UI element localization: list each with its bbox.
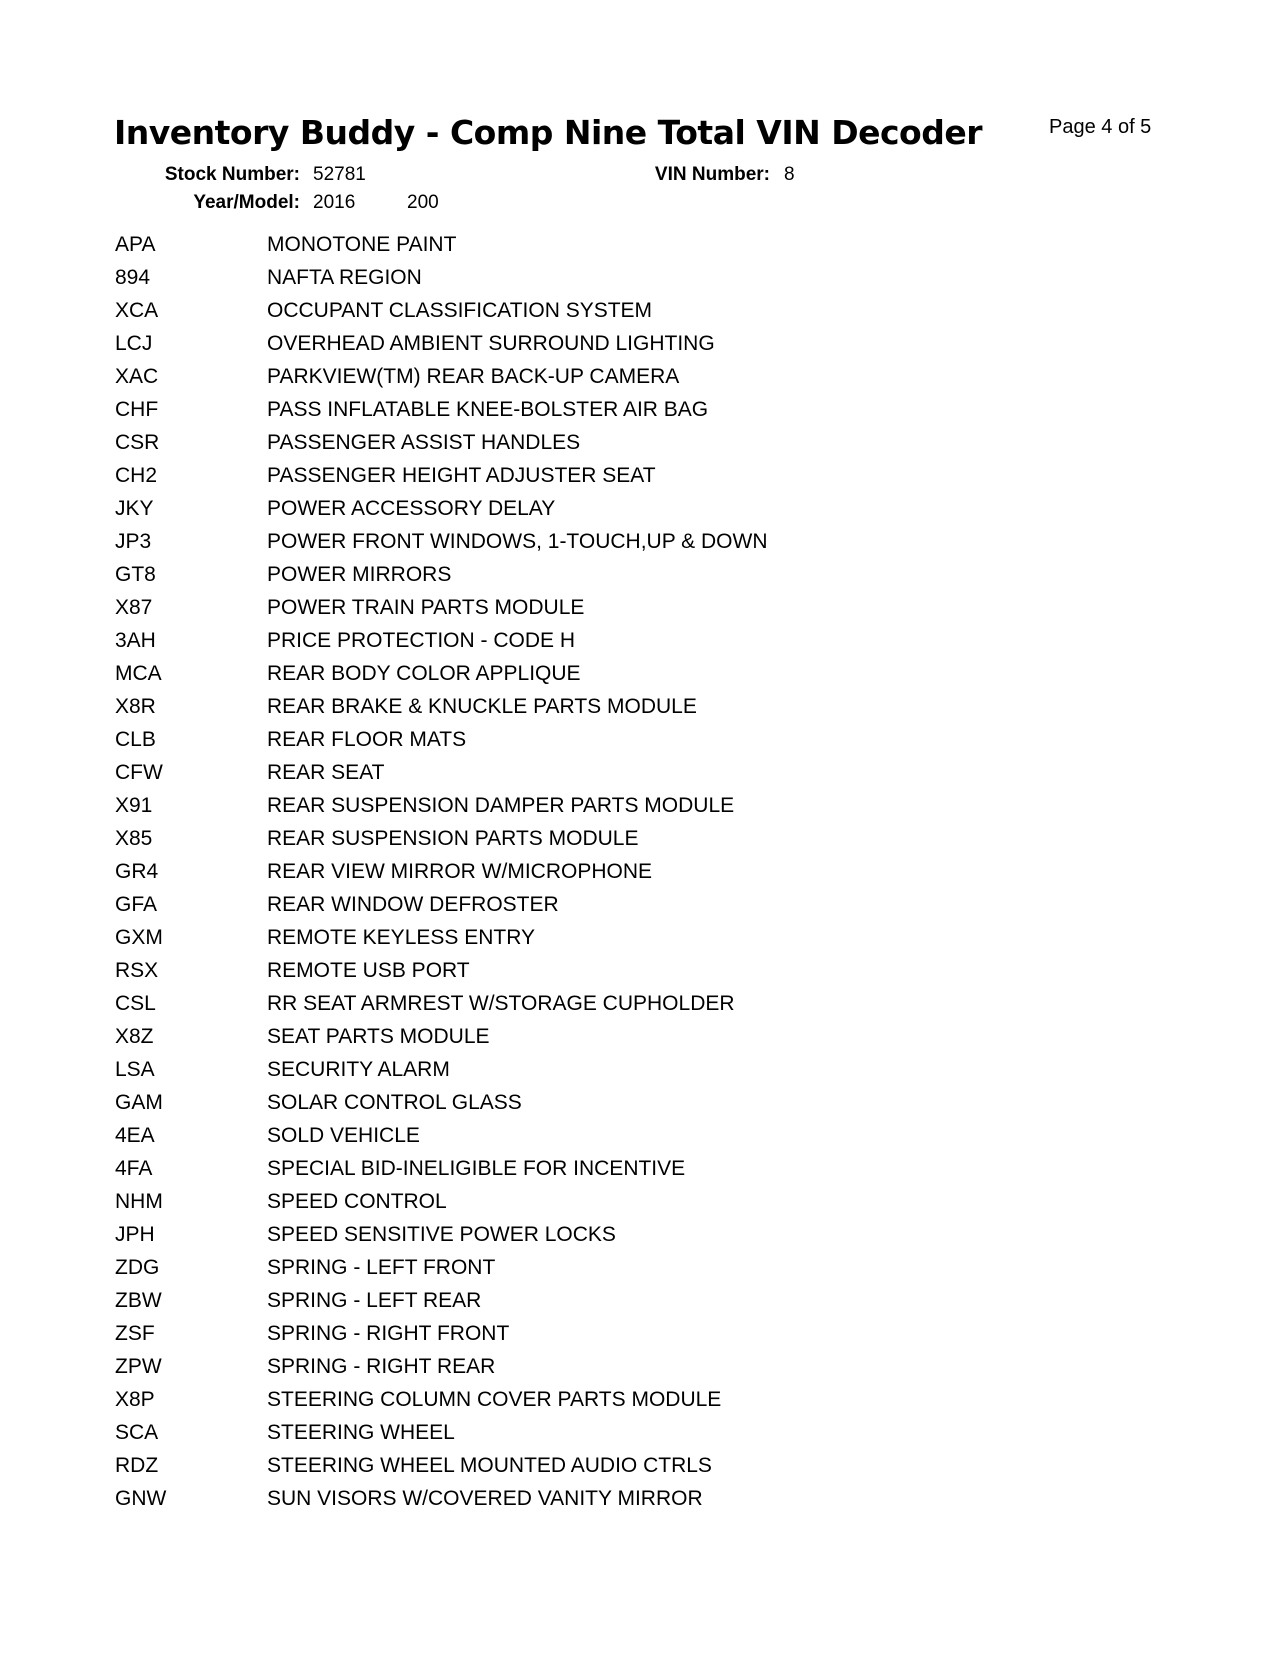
option-row bbox=[115, 294, 1015, 327]
option-code: XAC bbox=[115, 365, 159, 388]
option-code: SCA bbox=[115, 1421, 159, 1444]
option-row bbox=[115, 1317, 1015, 1350]
option-code: CLB bbox=[115, 728, 156, 751]
option-code: LCJ bbox=[115, 332, 153, 355]
option-code: ZBW bbox=[115, 1289, 162, 1312]
option-code: JPH bbox=[115, 1223, 155, 1246]
option-code: CSR bbox=[115, 431, 160, 454]
option-row bbox=[115, 954, 1015, 987]
option-row bbox=[115, 459, 1015, 492]
option-code: 4EA bbox=[115, 1124, 155, 1147]
option-description: SPRING - LEFT FRONT bbox=[267, 1256, 496, 1279]
option-row bbox=[115, 1482, 1015, 1515]
option-description: REAR BRAKE & KNUCKLE PARTS MODULE bbox=[267, 695, 697, 718]
page-indicator: Page 4 of 5 bbox=[1049, 116, 1152, 138]
option-row bbox=[115, 1086, 1015, 1119]
option-description: SOLAR CONTROL GLASS bbox=[267, 1091, 522, 1114]
option-code-list bbox=[115, 228, 1015, 1515]
option-description: STEERING COLUMN COVER PARTS MODULE bbox=[267, 1388, 722, 1411]
option-row bbox=[115, 1119, 1015, 1152]
option-code: CSL bbox=[115, 992, 156, 1015]
option-description: SPRING - LEFT REAR bbox=[267, 1289, 482, 1312]
option-description: SEAT PARTS MODULE bbox=[267, 1025, 490, 1048]
option-row bbox=[115, 1350, 1015, 1383]
option-description: OCCUPANT CLASSIFICATION SYSTEM bbox=[267, 299, 653, 322]
option-row bbox=[115, 525, 1015, 558]
model-value: 200 bbox=[407, 192, 439, 213]
option-row bbox=[115, 756, 1015, 789]
option-description: POWER ACCESSORY DELAY bbox=[267, 497, 556, 520]
option-description: SOLD VEHICLE bbox=[267, 1124, 420, 1147]
option-row bbox=[115, 1053, 1015, 1086]
option-code: CHF bbox=[115, 398, 159, 421]
option-code: ZPW bbox=[115, 1355, 162, 1378]
option-description: STEERING WHEEL MOUNTED AUDIO CTRLS bbox=[267, 1454, 712, 1477]
option-row bbox=[115, 426, 1015, 459]
option-row bbox=[115, 1284, 1015, 1317]
option-description: PASS INFLATABLE KNEE-BOLSTER AIR BAG bbox=[267, 398, 709, 421]
option-description: SPEED SENSITIVE POWER LOCKS bbox=[267, 1223, 616, 1246]
option-code: GXM bbox=[115, 926, 163, 949]
option-description: RR SEAT ARMREST W/STORAGE CUPHOLDER bbox=[267, 992, 735, 1015]
option-description: PARKVIEW(TM) REAR BACK-UP CAMERA bbox=[267, 365, 680, 388]
option-code: X8R bbox=[115, 695, 156, 718]
option-description: REAR VIEW MIRROR W/MICROPHONE bbox=[267, 860, 653, 883]
option-description: OVERHEAD AMBIENT SURROUND LIGHTING bbox=[267, 332, 715, 355]
option-description: REAR SUSPENSION DAMPER PARTS MODULE bbox=[267, 794, 735, 817]
option-row bbox=[115, 624, 1015, 657]
option-description: REMOTE USB PORT bbox=[267, 959, 470, 982]
option-description: POWER FRONT WINDOWS, 1-TOUCH,UP & DOWN bbox=[267, 530, 768, 553]
option-row bbox=[115, 327, 1015, 360]
option-row bbox=[115, 261, 1015, 294]
option-row bbox=[115, 657, 1015, 690]
option-row bbox=[115, 492, 1015, 525]
option-code: GR4 bbox=[115, 860, 159, 883]
option-code: RSX bbox=[115, 959, 159, 982]
option-row bbox=[115, 855, 1015, 888]
option-code: 3AH bbox=[115, 629, 156, 652]
option-description: SPEED CONTROL bbox=[267, 1190, 447, 1213]
option-code: CFW bbox=[115, 761, 163, 784]
option-row bbox=[115, 1218, 1015, 1251]
option-description: POWER MIRRORS bbox=[267, 563, 452, 586]
vin-number-value: 8 bbox=[784, 164, 795, 185]
option-code: XCA bbox=[115, 299, 159, 322]
option-row bbox=[115, 987, 1015, 1020]
option-code: 894 bbox=[115, 266, 151, 289]
year-value: 2016 bbox=[313, 192, 356, 213]
option-code: ZDG bbox=[115, 1256, 160, 1279]
option-description: REAR SEAT bbox=[267, 761, 385, 784]
option-description: SPRING - RIGHT REAR bbox=[267, 1355, 496, 1378]
page-title: Inventory Buddy - Comp Nine Total VIN Decoder bbox=[114, 113, 982, 152]
option-code: JP3 bbox=[115, 530, 152, 553]
option-row bbox=[115, 1383, 1015, 1416]
option-description: STEERING WHEEL bbox=[267, 1421, 455, 1444]
option-row bbox=[115, 1020, 1015, 1053]
option-code: 4FA bbox=[115, 1157, 153, 1180]
option-row bbox=[115, 1416, 1015, 1449]
option-code: MCA bbox=[115, 662, 162, 685]
option-row bbox=[115, 393, 1015, 426]
option-description: REAR FLOOR MATS bbox=[267, 728, 467, 751]
year-model-label: Year/Model: bbox=[193, 192, 300, 213]
option-row bbox=[115, 921, 1015, 954]
option-description: POWER TRAIN PARTS MODULE bbox=[267, 596, 585, 619]
option-code: GFA bbox=[115, 893, 158, 916]
option-description: NAFTA REGION bbox=[267, 266, 422, 289]
option-description: REAR SUSPENSION PARTS MODULE bbox=[267, 827, 639, 850]
option-row bbox=[115, 1251, 1015, 1284]
stock-number-label: Stock Number: bbox=[164, 164, 300, 185]
option-code: X91 bbox=[115, 794, 153, 817]
option-code: GAM bbox=[115, 1091, 163, 1114]
option-code: APA bbox=[115, 233, 156, 256]
option-description: REAR BODY COLOR APPLIQUE bbox=[267, 662, 581, 685]
option-code: X87 bbox=[115, 596, 153, 619]
option-code: RDZ bbox=[115, 1454, 159, 1477]
option-row bbox=[115, 1185, 1015, 1218]
option-row bbox=[115, 822, 1015, 855]
option-row bbox=[115, 558, 1015, 591]
option-code: X85 bbox=[115, 827, 153, 850]
option-code: X8Z bbox=[115, 1025, 154, 1048]
option-row bbox=[115, 228, 1015, 261]
stock-number-value: 52781 bbox=[313, 164, 366, 185]
option-description: PASSENGER HEIGHT ADJUSTER SEAT bbox=[267, 464, 656, 487]
option-row bbox=[115, 1449, 1015, 1482]
option-description: SPECIAL BID-INELIGIBLE FOR INCENTIVE bbox=[267, 1157, 686, 1180]
option-row bbox=[115, 690, 1015, 723]
option-code: NHM bbox=[115, 1190, 163, 1213]
option-code: ZSF bbox=[115, 1322, 155, 1345]
option-description: REAR WINDOW DEFROSTER bbox=[267, 893, 559, 916]
option-description: MONOTONE PAINT bbox=[267, 233, 457, 256]
vin-number-label: VIN Number: bbox=[654, 164, 770, 185]
option-description: REMOTE KEYLESS ENTRY bbox=[267, 926, 536, 949]
option-row bbox=[115, 888, 1015, 921]
option-row bbox=[115, 591, 1015, 624]
option-code: LSA bbox=[115, 1058, 155, 1081]
option-description: SPRING - RIGHT FRONT bbox=[267, 1322, 510, 1345]
option-row bbox=[115, 1152, 1015, 1185]
option-code: X8P bbox=[115, 1388, 155, 1411]
option-description: SUN VISORS W/COVERED VANITY MIRROR bbox=[267, 1487, 703, 1510]
option-code: GT8 bbox=[115, 563, 156, 586]
option-code: JKY bbox=[115, 497, 154, 520]
option-description: PRICE PROTECTION - CODE H bbox=[267, 629, 576, 652]
option-row bbox=[115, 723, 1015, 756]
option-code: CH2 bbox=[115, 464, 158, 487]
option-description: SECURITY ALARM bbox=[267, 1058, 450, 1081]
option-description: PASSENGER ASSIST HANDLES bbox=[267, 431, 581, 454]
option-row bbox=[115, 789, 1015, 822]
option-code: GNW bbox=[115, 1487, 167, 1510]
option-row bbox=[115, 360, 1015, 393]
